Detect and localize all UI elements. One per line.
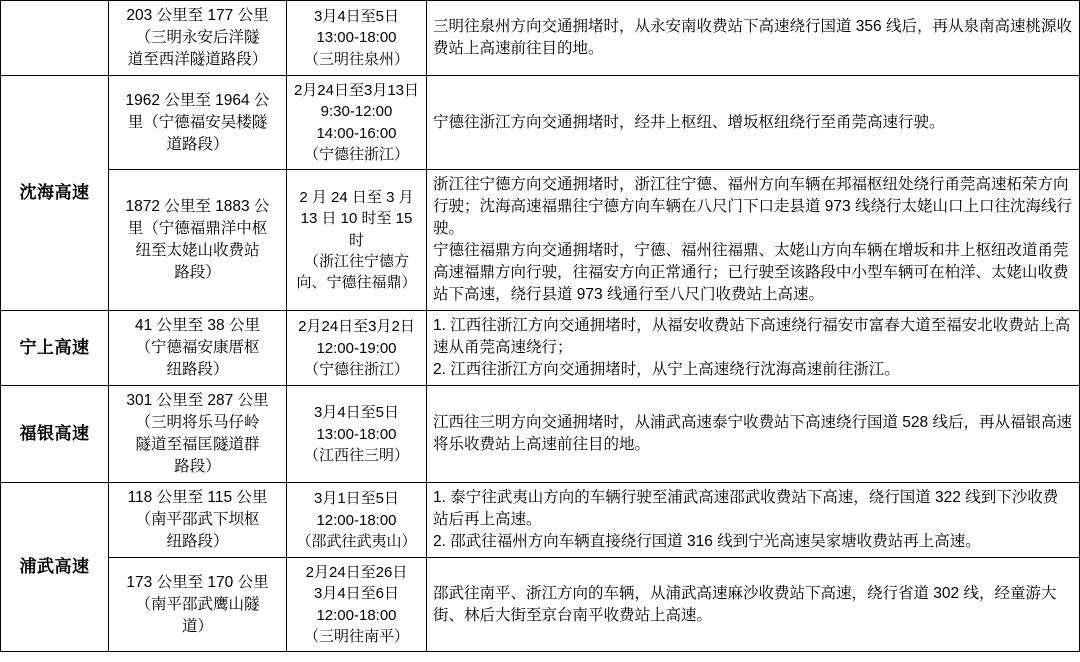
description-paragraph: 江西往三明方向交通拥堵时，从浦武高速泰宁收费站下高速绕行国道 528 线后，再从福银高速将乐收费站上高速前往目的地。: [433, 414, 1072, 454]
cell-description: [427, 558, 1080, 652]
section-line: 路段）: [174, 264, 221, 282]
table-row: [1, 1, 1080, 76]
section-line: 173 公里至 170 公里: [126, 573, 269, 591]
section-line: （三明永安后洋隧: [135, 29, 260, 46]
description-paragraph: 1. 泰宁往武夷山方向的车辆行驶至浦武高速邵武收费站下高速，绕行国道 322 线到下沙收费站后再上高速。: [433, 489, 1059, 529]
cell-time: [287, 558, 427, 652]
cell-description: [427, 76, 1080, 170]
table-row: [1, 170, 1080, 311]
time-line: 3月4日至5日: [313, 8, 400, 26]
section-line: （南平邵武鹰山隧: [135, 595, 260, 613]
section-line: 纽路段）: [166, 533, 229, 551]
time-line: 13 日 10 时至 15 时: [300, 210, 413, 249]
section-line: 301 公里至 287 公里: [126, 392, 269, 410]
cell-section: [109, 311, 287, 386]
section-line: 道路段）: [166, 135, 229, 153]
cell-road: 沈海高速: [1, 76, 109, 311]
section-line: 203 公里至 177 公里: [126, 7, 269, 24]
section-line: 道）: [181, 617, 213, 635]
description-paragraph: 2. 江西往浙江方向交通拥堵时，从宁上高速绕行沈海高速前往浙江。: [433, 361, 900, 379]
cell-time: [287, 170, 427, 311]
description-paragraph: 浙江往宁德方向交通拥堵时，浙江往宁德、福州方向车辆在邦福枢纽处绕行甬莞高速柘荣方向行驶；沈海高速福鼎往宁德方向车辆在八尺门下口走县道 973 线绕行太姥山口上口往沈海线行驶。: [433, 176, 1072, 238]
cell-time: [287, 1, 427, 76]
description-paragraph: 宁德往浙江方向交通拥堵时，经井上枢纽、增坂枢纽绕行至甬莞高速行驶。: [433, 113, 945, 131]
section-line: 里（宁德福鼎洋中枢: [127, 220, 268, 238]
time-line: 9:30-12:00: [320, 103, 393, 121]
section-line: 1962 公里至 1964 公: [125, 91, 270, 109]
cell-section: [109, 558, 287, 652]
time-line: 13:00-18:00: [316, 29, 397, 47]
table-body: [1, 1, 1080, 652]
table-row: [1, 311, 1080, 386]
time-line: 3月4日至6日: [313, 585, 400, 603]
section-line: 纽至太姥山收费站: [135, 242, 260, 260]
section-line: 纽路段）: [166, 361, 229, 379]
cell-description: [427, 170, 1080, 311]
cell-description: [427, 1, 1080, 76]
section-line: 里（宁德福安吴楼隧: [127, 113, 268, 131]
time-line: 12:00-18:00: [316, 511, 397, 529]
cell-section: [109, 483, 287, 558]
section-line: 隧道至福匡隧道群: [135, 436, 260, 454]
cell-time: [287, 311, 427, 386]
cell-description: [427, 483, 1080, 558]
description-paragraph: 三明往泉州方向交通拥堵时，从永安南收费站下高速绕行国道 356 线后，再从泉南高速桃源收费站上高速前往目的地。: [433, 18, 1072, 57]
time-line: （江西往三明）: [303, 446, 409, 464]
description-paragraph: 邵武往南平、浙江方向的车辆，从浦武高速麻沙收费站下高速，绕行省道 302 线，经童游大街、林后大街至京台南平收费站上高速。: [433, 584, 1057, 624]
time-line: （三明往泉州）: [303, 50, 409, 68]
cell-section: [109, 386, 287, 483]
section-line: 道至西洋隧道路段）: [127, 51, 268, 68]
cell-road: 宁上高速: [1, 311, 109, 386]
section-line: （宁德福安康厝枢: [135, 339, 260, 357]
cell-time: [287, 483, 427, 558]
table-row: [1, 76, 1080, 170]
time-line: 向、宁德往福鼎）: [296, 274, 417, 292]
time-line: 2月24日至3月2日: [298, 318, 415, 336]
time-line: 2 月 24 日至 3 月: [299, 188, 414, 206]
time-line: （浙江往宁德方: [303, 252, 409, 270]
table-row: [1, 483, 1080, 558]
time-line: 14:00-16:00: [316, 124, 397, 142]
table-row: [1, 558, 1080, 652]
section-line: 1872 公里至 1883 公: [125, 198, 270, 216]
cell-description: [427, 311, 1080, 386]
time-line: 3月4日至5日: [313, 404, 400, 422]
time-line: （三明往南平）: [303, 628, 409, 646]
description-paragraph: 2. 邵武往福州方向车辆直接绕行国道 316 线到宁光高速吴家塘收费站再上高速。: [433, 533, 981, 551]
description-paragraph: 宁德往福鼎方向交通拥堵时，宁德、福州往福鼎、太姥山方向车辆在增坂和井上枢纽改道甬莞高速福鼎方向行驶，往福安方向正常通行；已行驶至该路段中小型车辆可在柏洋、太姥山收费站下高速，绕行县道 973 线通行至八尺门收费站上高速。: [433, 242, 1069, 304]
cell-time: [287, 386, 427, 483]
description-paragraph: 1. 江西往浙江方向交通拥堵时，从福安收费站下高速绕行福安市富春大道至福安北收费站上高速从甬莞高速绕行；: [433, 317, 1071, 357]
cell-section: [109, 170, 287, 311]
time-line: 13:00-18:00: [316, 425, 397, 443]
section-line: 41 公里至 38 公里: [135, 317, 260, 335]
time-line: 12:00-18:00: [316, 606, 397, 624]
section-line: （南平邵武下坝枢: [135, 511, 260, 529]
section-line: （三明将乐马仔岭: [135, 414, 260, 432]
cell-time: [287, 76, 427, 170]
time-line: 2月24日至26日: [305, 564, 408, 582]
cell-road: [1, 1, 109, 76]
time-line: 12:00-19:00: [316, 339, 397, 357]
table-row: [1, 386, 1080, 483]
cell-description: [427, 386, 1080, 483]
time-line: （宁德往浙江）: [303, 360, 409, 378]
cell-section: [109, 76, 287, 170]
time-line: 2月24日至3月13日: [293, 82, 420, 99]
time-line: （宁德往浙江）: [303, 145, 409, 163]
time-line: 3月1日至5日: [313, 490, 400, 508]
cell-road: 福银高速: [1, 386, 109, 483]
section-line: 118 公里至 115 公里: [127, 489, 268, 507]
cell-section: [109, 1, 287, 76]
section-line: 路段）: [174, 458, 221, 476]
time-line: （邵武往武夷山）: [296, 532, 417, 550]
cell-road: 浦武高速: [1, 483, 109, 652]
